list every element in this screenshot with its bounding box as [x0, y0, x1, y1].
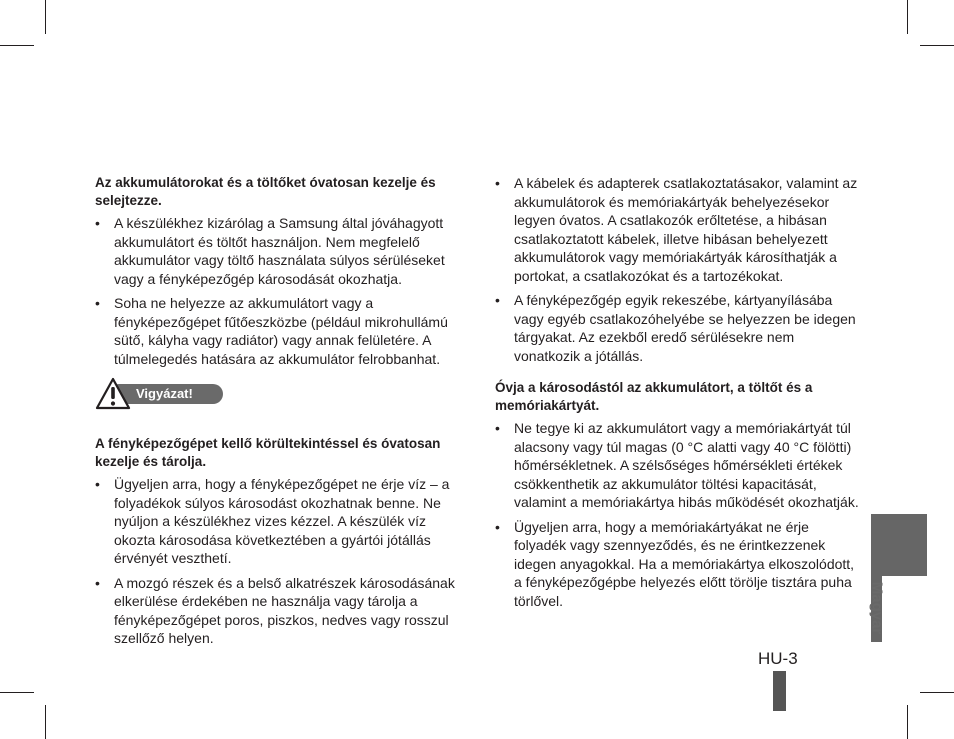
list-item: • Soha ne helyezze az akkumulátort vagy a fényképezőgépet fűtőeszközbe (például mikrohullámú sütő, kályha vagy radiátor) vagy annak felületére. A túlmelegedés hatására az akkumulátor felrobbanhat. [95, 294, 461, 368]
language-label: Magyar [868, 581, 886, 635]
list-item: • A kábelek és adapterek csatlakoztatásakor, valamint az akkumulátorok és memóriakártyák behelyezésekor legyen óvatos. A csatlakozók erőltetése, a hibásan csatlakoztatott kábelek, illetve hibásan behelyezett akkumulátorok vagy memóriakártyák károsíthatják a portokat, a csatlakozókat és a tartozékokat. [495, 174, 861, 285]
page-number-bar [773, 671, 786, 711]
crop-mark [907, 705, 908, 739]
list-item: • A készülékhez kizárólag a Samsung által jóváhagyott akkumulátort és töltőt használjon. Nem megfelelő akkumulátor vagy töltő használata súlyos sérüléseket vagy a fényképezőgép károsodását okozhatja. [95, 214, 461, 288]
caution-label: Vigyázat! [136, 386, 193, 401]
section-heading-camera: A fényképezőgépet kellő körültekintéssel és óvatosan kezelje és tárolja. [95, 436, 441, 469]
section-heading-battery: Az akkumulátorokat és a töltőket óvatosan kezelje és selejtezze. [95, 175, 436, 208]
list-item: • A mozgó részek és a belső alkatrészek károsodásának elkerülése érdekében ne használja vagy tárolja a fényképezőgépet poros, piszkos, nedves vagy rosszul szellőző helyen. [95, 574, 461, 648]
right-column [495, 174, 861, 616]
crop-mark [920, 45, 954, 46]
crop-mark [45, 0, 46, 34]
list-item: • Ügyeljen arra, hogy a fényképezőgépet ne érje víz – a folyadékok súlyos károsodást okozhatnak benne. Ne nyúljon a készülékhez vizes kézzel. A készülék víz okozta károsodása következtében a gyártói jótállás érvényét veszthetí. [95, 475, 461, 568]
bullet-list [95, 214, 461, 368]
language-tab-label [862, 577, 892, 639]
list-item: • Ügyeljen arra, hogy a memóriakártyákat ne érje folyadék vagy szennyeződés, és ne érintkezzenek idegen anyagokkal. Ha a memóriakártya elkoszolódott, a fényképezőgépbe helyezés előtt törölje tisztára puha törlővel. [495, 518, 861, 611]
list-item: • A fényképezőgép egyik rekeszébe, kártyanyílásába vagy egyéb csatlakozóhelyébe se helyezzen be idegen tárgyakat. Az ezekből eredő sérülésekre nem vonatkozik a jótállás. [495, 291, 861, 365]
crop-mark [45, 705, 46, 739]
page-number: HU-3 [758, 649, 798, 668]
caution-badge [95, 377, 461, 411]
section-heading-memory: Óvja a károsodástól az akkumulátort, a töltőt és a memóriakártyát. [495, 380, 813, 413]
crop-mark [0, 45, 34, 46]
crop-mark [907, 0, 908, 34]
warning-triangle-icon [95, 377, 131, 411]
list-item: • Ne tegye ki az akkumulátort vagy a memóriakártyát túl alacsony vagy túl magas (0 °C alatti vagy 40 °C fölötti) hőmérsékletnek. A szélsőséges hőmérsékleti értékek csökkenthetik az akkumulátor töltési kapacitását, valamint a memóriakártya hibás működését okozhatják. [495, 419, 861, 512]
bullet-list [495, 174, 861, 365]
crop-mark [920, 692, 954, 693]
bullet-list [495, 419, 861, 610]
crop-mark [0, 692, 34, 693]
left-column [95, 174, 461, 654]
language-tab [871, 514, 927, 576]
bullet-list [95, 475, 461, 648]
